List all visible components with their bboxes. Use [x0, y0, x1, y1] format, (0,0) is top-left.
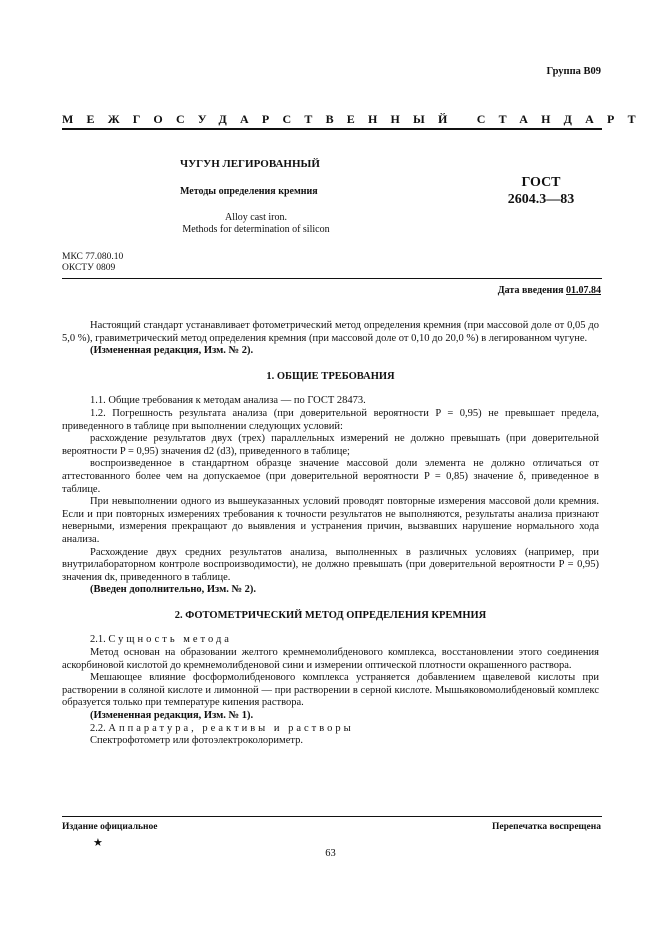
- paragraph-2-1b: Мешающее влияние фосформолибденового комплекса устраняется добавлением щавелевой кислоты при растворении в соляной кислоте и лимонной — при растворении в серной кислоте. Мышьяковомолибденовый комплекс образуется только при температуре кипения раствора.: [62, 672, 599, 709]
- star-icon: ★: [93, 837, 103, 849]
- header-divider: [62, 278, 602, 279]
- gost-label: ГОСТ: [521, 175, 561, 190]
- effective-date: Дата введения 01.07.84: [497, 285, 601, 296]
- paragraph-1-2a: расхождение результатов двух (трех) параллельных измерений не должно превышать (при доверительной вероятности P = 0,95) значения d2 (d3), приведенного в таблице;: [62, 433, 599, 457]
- section-2-note: (Измененная редакция, Изм. № 1).: [90, 710, 254, 722]
- paragraph-2-2a: Спектрофотометр или фотоэлектроколориметр.: [90, 735, 303, 747]
- paragraph-1-1: 1.1. Общие требования к методам анализа — по ГОСТ 28473.: [90, 395, 366, 407]
- group-code: Группа В09: [546, 66, 601, 77]
- document-body: [62, 320, 599, 748]
- standard-banner: МЕЖГОСУДАРСТВЕННЫЙ СТАНДАРТ: [62, 112, 649, 126]
- english-title-line-2: Methods for determination of silicon: [182, 224, 330, 235]
- paragraph-2-2-title: Аппаратура, реактивы и растворы: [108, 722, 354, 734]
- document-subtitle: Методы определения кремния: [180, 186, 318, 197]
- section-1-note: (Введен дополнительно, Изм. № 2).: [90, 584, 257, 596]
- intro-note: (Измененная редакция, Изм. № 2).: [90, 345, 254, 357]
- paragraph-2-1-title: Сущность метода: [108, 634, 232, 646]
- paragraph-2-1-heading: 2.1. Сущность метода: [90, 634, 232, 646]
- intro-paragraph: Настоящий стандарт устанавливает фотометрический метод определения кремния (при массовой доле от 0,05 до 5,0 %), гравиметрический метод определения кремния (при массовой доле от 0,10 до 20,0 %) в легированном чугуне.: [62, 320, 599, 344]
- banner-rule: [62, 128, 602, 130]
- paragraph-1-3: При невыполнении одного из вышеуказанных условий проводят повторные измерения массовой доли кремния. Если и при повторных измерениях требования к точности результатов не выполняются, результаты анализа признают неверными, измерения прекращают до выявления и устранения причин, вызвавших нарушение нормального хода анализа.: [62, 496, 599, 545]
- english-title-line-1: Alloy cast iron.: [225, 212, 287, 223]
- edition-label: Издание официальное: [62, 822, 158, 832]
- reprint-notice: Перепечатка воспрещена: [491, 822, 601, 832]
- gost-number: 2604.3—83: [507, 192, 575, 207]
- page-number: 63: [325, 848, 336, 859]
- paragraph-1-4: Расхождение двух средних результатов анализа, выполненных в различных условиях (например, при внутрилабораторном контроле воспроизводимости), не должно превышать (при доверительной вероятности P = 0,95) значения dк, приведенного в таблице.: [62, 546, 599, 583]
- document-title: ЧУГУН ЛЕГИРОВАННЫЙ: [180, 158, 320, 170]
- section-1-heading: 1. ОБЩИЕ ТРЕБОВАНИЯ: [266, 370, 395, 382]
- section-2-heading: 2. ФОТОМЕТРИЧЕСКИЙ МЕТОД ОПРЕДЕЛЕНИЯ КРЕМНИЯ: [174, 609, 487, 621]
- effective-date-value: 01.07.84: [566, 285, 601, 296]
- paragraph-2-1a: Метод основан на образовании желтого кремнемолибденового комплекса, восстановлении этого соединения аскорбиновой кислотой до кремнемолибденовой сини и измерении оптической плотности окрашенного раствора.: [62, 647, 599, 671]
- okstu-code: ОКСТУ 0809: [62, 263, 116, 273]
- paragraph-2-2-heading: 2.2. Аппаратура, реактивы и растворы: [90, 722, 354, 734]
- mks-code: МКС 77.080.10: [62, 252, 124, 262]
- paragraph-1-2: 1.2. Погрешность результата анализа (при доверительной вероятности P = 0,95) не превышает предела, приведенного в таблице при выполнении следующих условий:: [62, 407, 599, 432]
- gost-designation: [486, 174, 596, 208]
- footer-divider: [62, 816, 602, 817]
- paragraph-1-2b: воспроизведенное в стандартном образце значение массовой доли элемента не должно отличаться от аттестованного более чем на допускаемое (при доверительной вероятности P = 0,85) значение δ, приведенное в таблице.: [62, 458, 599, 495]
- classification-codes: [62, 252, 123, 274]
- english-title: [168, 212, 344, 236]
